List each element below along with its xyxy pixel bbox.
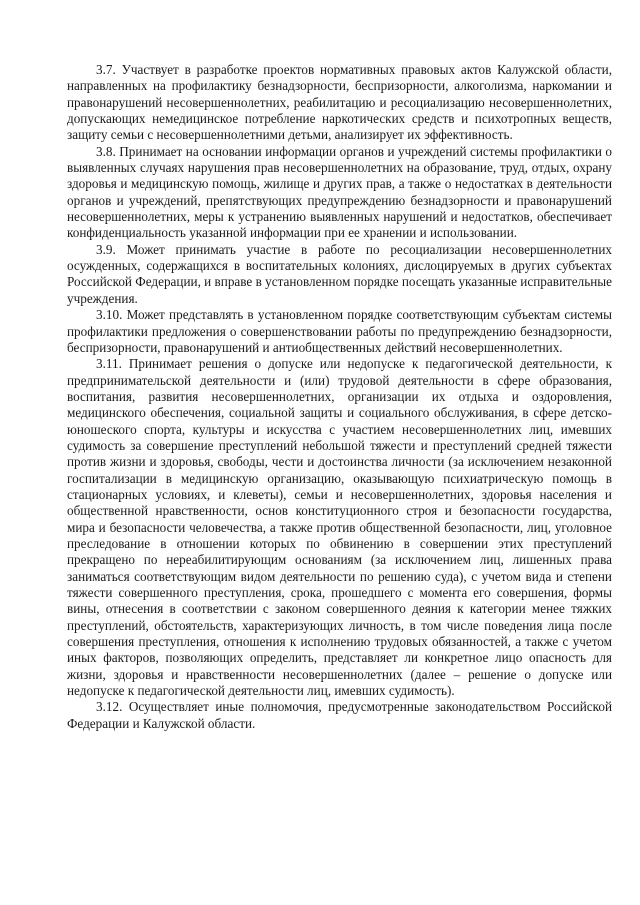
document-page	[67, 62, 612, 732]
paragraph-3-12: 3.12. Осуществляет иные полномочия, предусмотренные законодательством Российской Федерации и Калужской области.	[67, 699, 612, 731]
paragraph-3-9: 3.9. Может принимать участие в работе по ресоциализации несовершеннолетних осужденных, содержащихся в воспитательных колониях, дислоцируемых в других субъектах Российской Федерации, и вправе в установленном порядке посещать указанные исправительные учреждения.	[67, 241, 612, 306]
paragraph-3-11: 3.11. Принимает решения о допуске или недопуске к педагогической деятельности, к предпринимательской деятельности и (или) трудовой деятельности в сфере образования, воспитания, развития несовершеннолетних, организации их отдыха и оздоровления, медицинского обеспечения, социальной защиты и социального обслуживания, в сфере детско-юношеского спорта, культуры и искусства с участием несовершеннолетних лиц, имевших судимость за совершение преступлений небольшой тяжести и преступлений средней тяжести против жизни и здоровья, свободы, чести и достоинства личности (за исключением незаконной госпитализации в медицинскую организацию, оказывающую психиатрическую помощь в стационарных условиях, и клеветы), семьи и несовершеннолетних, здоровья населения и общественной нравственности, основ конституционного строя и безопасности государства, мира и безопасности человечества, а также против общественной безопасности, лиц, уголовное преследование в отношении которых по обвинению в совершении этих преступлений прекращено по нереабилитирующим основаниям (за исключением лиц, лишенных права заниматься соответствующим видом деятельности по решению суда), с учетом вида и степени тяжести совершенного преступления, срока, прошедшего с момента его совершения, формы вины, отнесения в соответствии с законом совершенного деяния к категории менее тяжких преступлений, обстоятельств, характеризующих личность, в том числе поведения лица после совершения преступления, отношения к исполнению трудовых обязанностей, а также с учетом иных факторов, позволяющих определить, представляет ли конкретное лицо опасность для жизни, здоровья и нравственности несовершеннолетних (далее – решение о допуске или недопуске к педагогической деятельности лиц, имевших судимость).	[67, 356, 612, 699]
paragraph-3-7: 3.7. Участвует в разработке проектов нормативных правовых актов Калужской области, направленных на профилактику безнадзорности, беспризорности, алкоголизма, наркомании и правонарушений несовершеннолетних, реабилитацию и ресоциализацию несовершеннолетних, допускающих немедицинское потребление наркотических средств и психотропных веществ, защиту семьи с несовершеннолетними детьми, анализирует их эффективность.	[67, 62, 612, 143]
paragraph-3-8: 3.8. Принимает на основании информации органов и учреждений системы профилактики о выявленных случаях нарушения прав несовершеннолетних на образование, труд, отдых, охрану здоровья и медицинскую помощь, жилище и других прав, а также о недостатках в деятельности органов и учреждений, препятствующих предупреждению безнадзорности и правонарушений несовершеннолетних, меры к устранению выявленных нарушений и недостатков, обеспечивает конфиденциальность указанной информации при ее хранении и использовании.	[67, 143, 612, 241]
paragraph-3-10: 3.10. Может представлять в установленном порядке соответствующим субъектам системы профилактики предложения о совершенствовании работы по предупреждению безнадзорности, беспризорности, правонарушений и антиобщественных действий несовершеннолетних.	[67, 307, 612, 355]
